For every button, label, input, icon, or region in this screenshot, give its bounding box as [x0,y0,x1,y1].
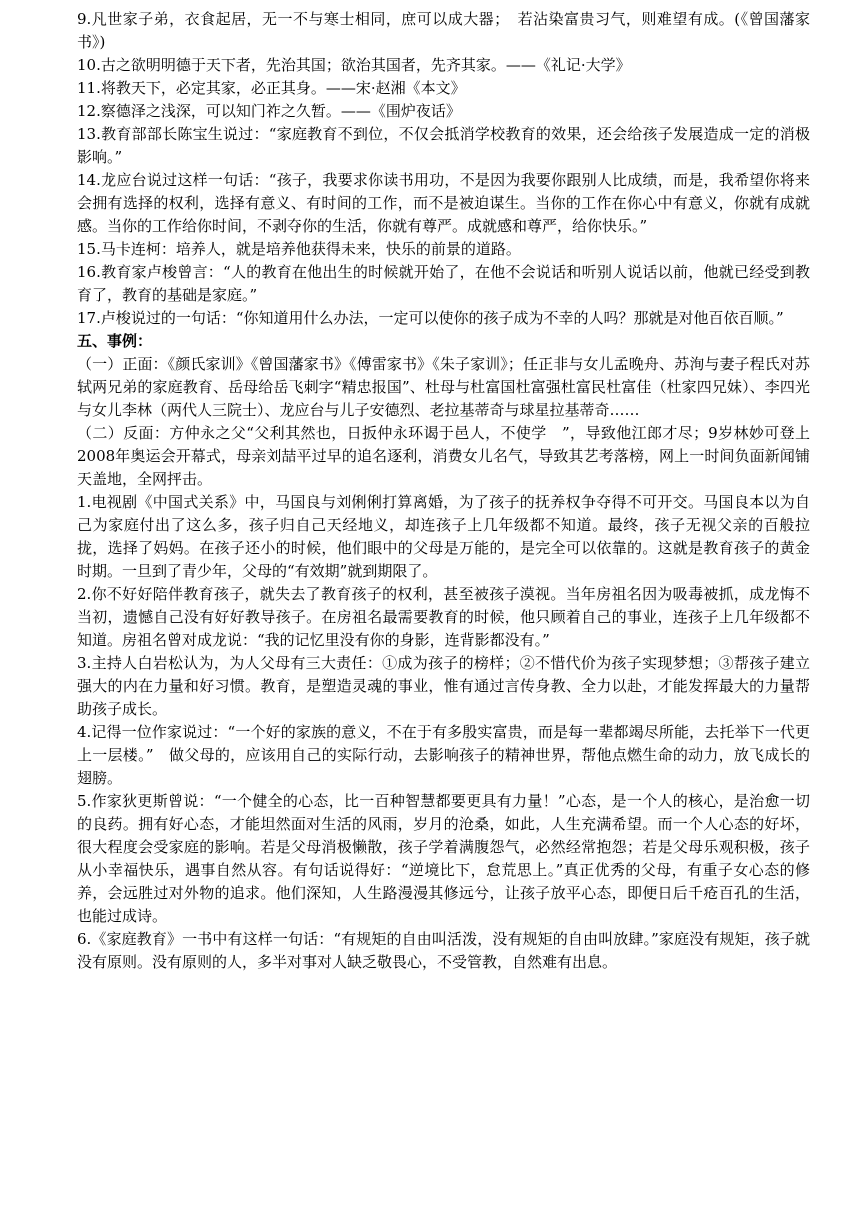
case-5: 5.作家狄更斯曾说：“一个健全的心态，比一百种智慧都要更具有力量！”心态，是一个人的核心，是治愈一切的良药。拥有好心态，才能坦然面对生活的风雨，岁月的沧桑，如此，人生充满希望。而一个人心态的好坏，很大程度会受家庭的影响。若是父母消极懒散，孩子学着满腹怨气，必然经常抱怨；若是父母乐观积极，孩子从小幸福快乐，遇事自然从容。有句话说得好：“逆境比下，怠荒思上。”真正优秀的父母，有重子女心态的修养，会远胜过对外物的追求。他们深知，人生路漫漫其修远兮，让孩子放平心态，即便日后千疮百孔的生活，也能过成诗。 [77,792,810,925]
quote-16: 16.教育家卢梭曾言：“人的教育在他出生的时候就开始了，在他不会说话和听别人说话以前，他就已经受到教育了，教育的基础是家庭。” [77,263,810,304]
quote-12: 12.察德泽之浅深，可以知门祚之久暂。——《围炉夜话》 [77,102,461,120]
quote-17: 17.卢梭说过的一句话：“你知道用什么办法，一定可以使你的孩子成为不幸的人吗？那就是对他百依百顺。” [77,309,784,327]
case-3: 3.主持人白岩松认为，为人父母有三大责任：①成为孩子的榜样；②不惜代价为孩子实现梦想；③帮孩子建立强大的内在力量和好习惯。教育，是塑造灵魂的事业，惟有通过言传身教、全力以赴，才能发挥最大的力量帮助孩子成长。 [77,654,810,718]
quote-13: 13.教育部部长陈宝生说过：“家庭教育不到位，不仅会抵消学校教育的效果，还会给孩子发展造成一定的消极影响。” [77,125,810,166]
case-6: 6.《家庭教育》一书中有这样一句话：“有规矩的自由叫活泼，没有规矩的自由叫放肆。”家庭没有规矩，孩子就没有原则。没有原则的人，多半对事对人缺乏敬畏心，不受管教，自然难有出息。 [77,930,810,971]
quote-14: 14.龙应台说过这样一句话：“孩子，我要求你读书用功，不是因为我要你跟别人比成绩，而是，我希望你将来会拥有选择的权利，选择有意义、有时间的工作，而不是被迫谋生。当你的工作在你心中有意义，你就有成就感。当你的工作给你时间，不剥夺你的生活，你就有尊严。成就感和尊严，给你快乐。” [77,171,810,235]
case-4: 4.记得一位作家说过：“一个好的家族的意义，不在于有多殷实富贵，而是每一辈都竭尽所能，去托举下一代更上一层楼。” 做父母的，应该用自己的实际行动，去影响孩子的精神世界，帮他点燃生命的动力，放飞成长的翅膀。 [77,723,810,787]
case-1: 1.电视剧《中国式关系》中，马国良与刘俐俐打算离婚，为了孩子的抚养权争夺得不可开交。马国良本以为自己为家庭付出了这么多，孩子归自己天经地义，却连孩子上几年级都不知道。最终，孩子无视父亲的百般拉拢，选择了妈妈。在孩子还小的时候，他们眼中的父母是万能的，是完全可以依靠的。这就是教育孩子的黄金时期。一旦到了青少年，父母的“有效期”就到期限了。 [77,493,810,580]
case-positive: （一）正面：《颜氏家训》《曾国藩家书》《傅雷家书》《朱子家训》；任正非与女儿孟晚舟、苏洵与妻子程氏对苏轼两兄弟的家庭教育、岳母给岳飞刺字“精忠报国”、杜母与杜富国杜富强杜富民杜富佳（杜家四兄妹）、李四光与女儿李林（两代人三院士）、龙应台与儿子安德烈、老拉基蒂奇与球星拉基蒂奇…… [77,355,810,419]
quote-15: 15.马卡连柯：培养人，就是培养他获得未来，快乐的前景的道路。 [77,240,521,258]
quote-9: 9.凡世家子弟，衣食起居，无一不与寒士相同，庶可以成大器； 若沾染富贵习气，则难望有成。(《曾国藩家书》) [77,10,810,51]
quote-11: 11.将教天下，必定其家，必正其身。——宋·赵湘《本文》 [77,79,466,97]
quote-10: 10.古之欲明明德于天下者，先治其国；欲治其国者，先齐其家。——《礼记·大学》 [77,56,631,74]
case-negative: （二）反面：方仲永之父“父利其然也，日扳仲永环谒于邑人，不使学 ”，导致他江郎才尽；9岁林妙可登上2008年奥运会开幕式，母亲刘喆平过早的追名逐利，消费女儿名气，导致其艺考落榜，网上一时间负面新闻铺天盖地，全网抨击。 [77,424,810,488]
section-heading-cases: 五、事例： [77,332,153,350]
case-2: 2.你不好好陪伴教育孩子，就失去了教育孩子的权利，甚至被孩子漠视。当年房祖名因为吸毒被抓，成龙悔不当初，遗憾自己没有好好教导孩子。在房祖名最需要教育的时候，他只顾着自己的事业，连孩子上几年级都不知道。房祖名曾对成龙说：“我的记忆里没有你的身影，连背影都没有。” [77,585,810,649]
